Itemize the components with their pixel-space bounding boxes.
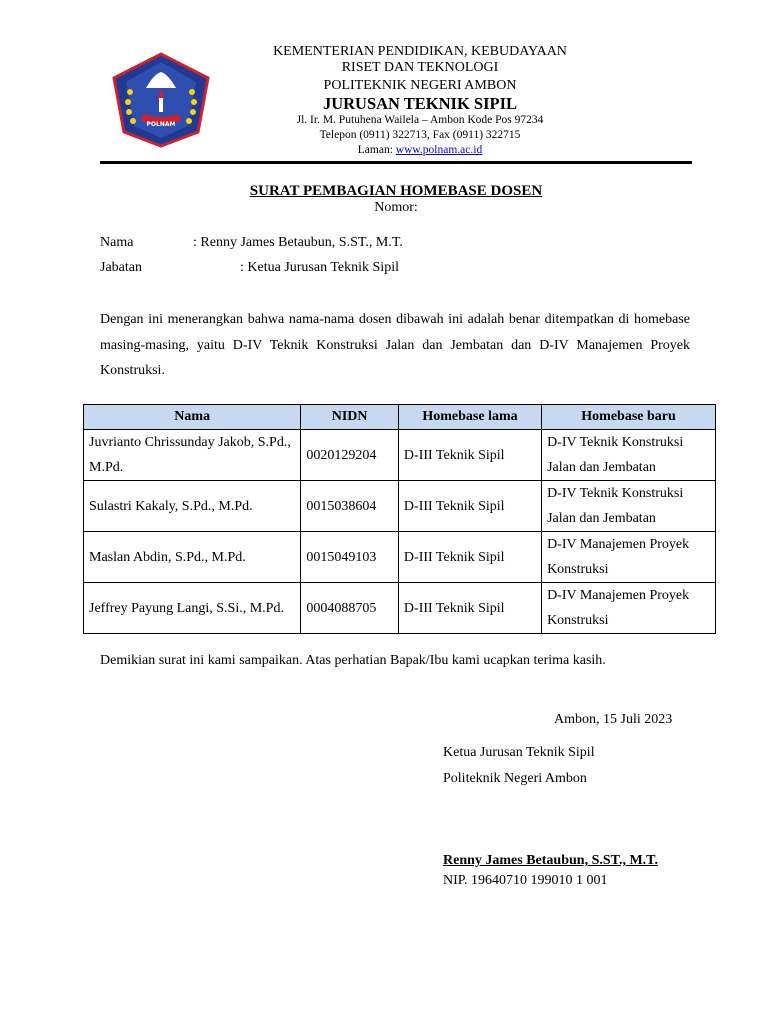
signer-name: Renny James Betaubun, S.ST., M.T. [443,853,658,868]
ministry-line-2: RISET DAN TEKNOLOGI [341,60,499,75]
cell-nama: Sulastri Kakaly, S.Pd., M.Pd. [84,481,301,532]
homebase-table [83,404,716,634]
letter-number: Nomor: [374,200,418,215]
jabatan-label: Jabatan [100,260,142,275]
cell-nidn: 0020129204 [301,430,399,481]
closing-sentence: Demikian surat ini kami sampaikan. Atas perhatian Bapak/Ibu kami ucapkan terima kasih. [100,653,606,668]
cell-homebase-baru: D-IV Teknik Konstruksi Jalan dan Jembatan [542,481,716,532]
cell-homebase-lama: D-III Teknik Sipil [398,430,541,481]
col-header-nama: Nama [84,405,301,430]
ministry-line-1: KEMENTERIAN PENDIDIKAN, KEBUDAYAAN [273,44,567,59]
signer-role: Ketua Jurusan Teknik Sipil [443,745,595,760]
cell-homebase-lama: D-III Teknik Sipil [398,481,541,532]
website-line [250,143,590,157]
cell-nama: Maslan Abdin, S.Pd., M.Pd. [84,532,301,583]
cell-homebase-baru: D-IV Teknik Konstruksi Jalan dan Jembatan [542,430,716,481]
intro-paragraph: Dengan ini menerangkan bahwa nama-nama dosen dibawah ini adalah benar ditempatkan di homebase masing-masing, yaitu D-IV Teknik Konstruksi Jalan dan Jembatan dan D-IV Manajemen Proyek Konstruksi. [100,312,690,378]
website-link[interactable]: www.polnam.ac.id [395,144,483,156]
cell-homebase-lama: D-III Teknik Sipil [398,583,541,634]
cell-homebase-baru: D-IV Manajemen Proyek Konstruksi [542,532,716,583]
jabatan-value: : Ketua Jurusan Teknik Sipil [240,260,399,275]
col-header-homebase-baru: Homebase baru [542,405,716,430]
cell-nidn: 0004088705 [301,583,399,634]
institution-logo [106,50,216,150]
cell-nidn: 0015049103 [301,532,399,583]
table-row [84,532,716,583]
table-row [84,481,716,532]
cell-nama: Juvrianto Chrissunday Jakob, S.Pd., M.Pd. [84,430,301,481]
table-row [84,583,716,634]
department-name: JURUSAN TEKNIK SIPIL [322,94,518,113]
svg-text:POLNAM: POLNAM [146,121,176,128]
nama-label: Nama [100,235,134,250]
letterhead-divider [100,161,692,164]
signer-nip: NIP. 19640710 199010 1 001 [443,873,608,888]
cell-nama: Jeffrey Payung Langi, S.Si., M.Pd. [84,583,301,634]
table-row [84,430,716,481]
address-line: Jl. Ir. M. Putuhena Wailela – Ambon Kode Pos 97234 [296,114,544,126]
phone-line: Telepon (0911) 322713, Fax (0911) 322715 [319,129,521,141]
col-header-nidn: NIDN [301,405,399,430]
cell-homebase-baru: D-IV Manajemen Proyek Konstruksi [542,583,716,634]
letter-date: Ambon, 15 Juli 2023 [554,712,673,727]
letter-title: SURAT PEMBAGIAN HOMEBASE DOSEN [249,183,543,199]
website-prefix: Laman: [357,144,396,156]
cell-nidn: 0015038604 [301,481,399,532]
cell-homebase-lama: D-III Teknik Sipil [398,532,541,583]
institution-name: POLITEKNIK NEGERI AMBON [323,78,517,93]
table-header-row [84,405,716,430]
col-header-homebase-lama: Homebase lama [398,405,541,430]
signer-organization: Politeknik Negeri Ambon [443,771,587,786]
nama-value: : Renny James Betaubun, S.ST., M.T. [193,235,403,250]
